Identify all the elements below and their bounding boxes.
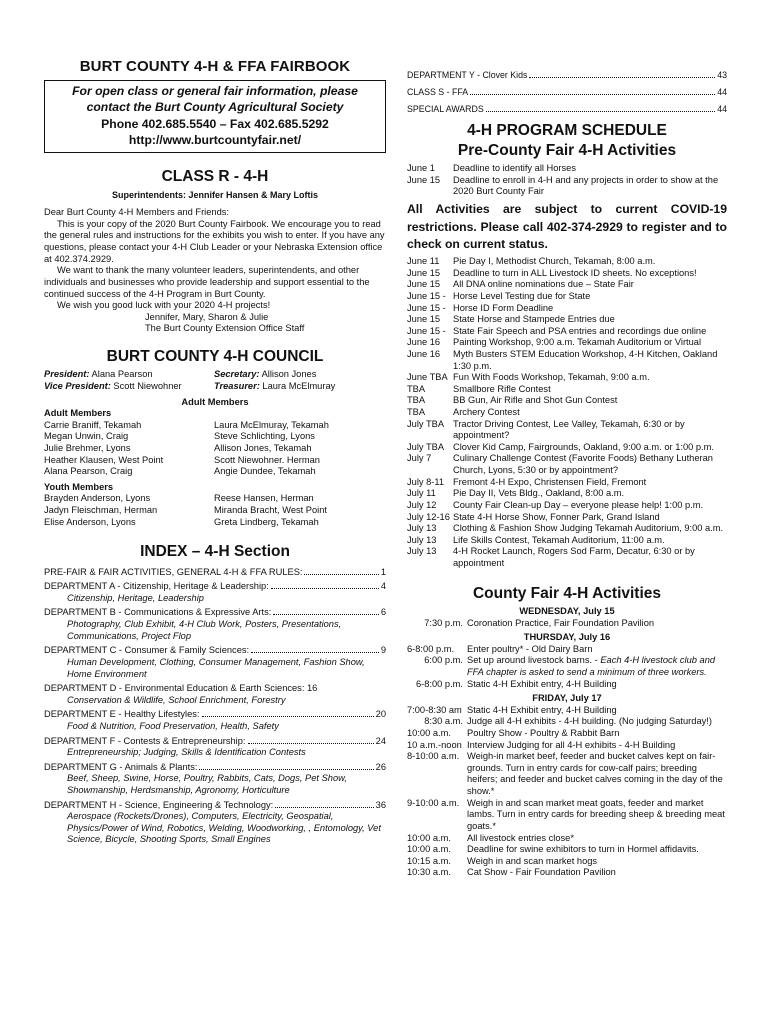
member: Laura McElmuray, Tekamah [214,419,329,430]
index-subtopics: Beef, Sheep, Swine, Horse, Poultry, Rabbits, Cats, Dogs, Pet Show, Showmanship, Herdsmanship, Agronomy, Horticulture [67,773,347,795]
index-continued [407,70,727,115]
contact-phone: Phone 402.685.5540 – Fax 402.685.5292 [101,116,329,131]
schedule-row: 6-8:00 p.m. Enter poultry* - Old Dairy Barn [407,643,593,654]
member: Carrie Braniff, Tekamah [44,419,142,430]
schedule-row: TBA Archery Contest [407,407,520,418]
index-entry[interactable]: DEPARTMENT G - Animals & Plants: 26 [44,761,386,772]
member: Reese Hansen, Herman [214,493,314,504]
index-entry[interactable]: DEPARTMENT D - Environmental Education & Earth Sciences: 16 [44,683,318,694]
index-subtopics: Citizenship, Heritage, Leadership [67,592,204,603]
member: Alana Pearson, Craig [44,466,133,477]
index-entry[interactable]: DEPARTMENT H - Science, Engineering & Technology: 36 [44,799,386,810]
schedule-row: July 11 Pie Day II, Vets Bldg., Oakland, 8:00 a.m. [407,488,625,499]
contact-line-1: For open class or general fair information, please [72,83,358,98]
schedule-row: 10:00 a.m. Poultry Show - Poultry & Rabbit Barn [407,728,620,739]
member: Steve Schlichting, Lyons [214,431,315,442]
letter-paragraph: We wish you good luck with your 2020 4-H projects! [57,300,271,311]
day-heading: FRIDAY, July 17 [532,693,602,704]
contact-info-box [44,80,386,153]
schedule-row: June 15 All DNA online nominations due – State Fair [407,279,634,290]
letter-signature: The Burt County Extension Office Staff [145,323,305,334]
member: Elise Anderson, Lyons [44,516,136,527]
schedule-row: June 16 Myth Busters STEM Education Workshop, 4-H Kitchen, Oakland 1:30 p.m. [407,349,718,371]
schedule-row: July 13 Life Skills Contest, Tekamah Auditorium, 11:00 a.m. [407,534,665,545]
left-column [44,58,386,846]
schedule-row: TBA Smallbore Rifle Contest [407,383,551,394]
schedule-row: 10:15 a.m. Weigh in and scan market hogs [407,855,598,866]
adult-members-heading: Adult Members [181,396,249,407]
index-entry[interactable]: PRE-FAIR & FAIR ACTIVITIES, GENERAL 4-H & FFA RULES: 1 [44,566,386,577]
member: Heather Klausen, West Point [44,454,164,465]
index-subtopics: Conservation & Wildlife, School Enrichment, Forestry [67,694,286,705]
schedule-row: July 13 Clothing & Fashion Show Judging Tekamah Auditorium, 9:00 a.m. [407,523,724,534]
schedule-row: June TBA Fun With Foods Workshop, Tekamah, 9:00 a.m. [407,372,650,383]
index-subtopics: Human Development, Clothing, Consumer Management, Fashion Show, Home Environment [67,656,365,679]
index-entry[interactable]: DEPARTMENT F - Contests & Entrepreneurship: 24 [44,735,386,746]
index-list [44,567,386,846]
index-subtopics: Entrepreneurship; Judging, Skills & Identification Contests [67,747,306,758]
member: Miranda Bracht, West Point [214,505,327,516]
schedule-row: 10:30 a.m. Cat Show - Fair Foundation Pavilion [407,867,616,878]
schedule-row: 8-10:00 a.m. Weigh-in market beef, feeder and bucket calves kept on fair-grounds. Turn in entry cards for cow-calf pairs; breeding heifers; and feeder and bucket calves coming in the day of the show.* [407,751,723,797]
schedule-row: July 12-16 State 4-H Horse Show, Fonner Park, Grand Island [407,511,660,522]
covid-notice: All Activities are subject to current COVID-19 restrictions. Please call 402-374-2929 to register and to check on current status. [407,202,727,252]
schedule-row: 6-8:00 p.m. Static 4-H Exhibit entry, 4-H Building [415,678,617,689]
member: Megan Unwin, Craig [44,431,129,442]
county-fair-heading: County Fair 4-H Activities [472,584,662,602]
youth-members-list [44,493,386,528]
schedule-row: June 15 State Horse and Stampede Entries due [407,314,615,325]
schedule-row: 6:00 p.m. Set up around livestock barns. - Each 4-H livestock club and FFA chapter is asked to send a minimum of three workers. [424,655,716,677]
treasurer: Treasurer: Laura McElmuray [214,380,336,391]
right-column [407,58,727,879]
schedule-row: July TBA Clover Kid Camp, Fairgrounds, Oakland, 9:00 a.m. or 1:00 p.m. [407,441,714,452]
index-heading: INDEX – 4-H Section [140,543,290,561]
council-officers [44,369,386,392]
class-heading: CLASS R - 4-H [161,167,269,185]
schedule-row: June 15 - Horse ID Form Deadline [407,302,554,313]
schedule-row: June 11 Pie Day I, Methodist Church, Tekamah, 8:00 a.m. [407,256,656,267]
index-entry[interactable]: DEPARTMENT B - Communications & Expressive Arts: 6 [44,607,386,618]
schedule-row: July TBA Tractor Driving Contest, Lee Valley, Tekamah, 6:30 or by appointment? [407,418,685,441]
contact-url: http://www.burtcountyfair.net/ [128,133,302,148]
schedule-row: July 8-11 Fremont 4-H Expo, Christensen Field, Fremont [407,476,647,487]
president: President: Alana Pearson [44,369,153,380]
precounty-title: Pre-County Fair 4-H Activities [457,142,677,160]
schedule-row: 7:30 p.m. Coronation Practice, Fair Foundation Pavilion [424,617,655,628]
member: Brayden Anderson, Lyons [44,493,151,504]
member: Scott Niewohner. Herman [214,454,320,465]
index-entry[interactable]: DEPARTMENT E - Healthy Lifestyles: 20 [44,709,386,720]
letter-paragraph: We want to thank the many volunteer leaders, superintendents, and other individuals and businesses who provide leadership and support essential to the continued success of the 4-H Program in Burt County. [44,265,370,299]
member: Julie Brehmer, Lyons [44,442,131,453]
schedule-row: 9-10:00 a.m. Weigh in and scan market meat goats, feeder and market lambs. Turn in entry cards for breeding sheep & breeding meat goats.* [407,797,725,831]
schedule-row: 10 a.m.-noon Interview Judging for all 4-H exhibits - 4-H Building [407,739,676,750]
index-entry[interactable]: DEPARTMENT A - Citizenship, Heritage & Leadership: 4 [44,581,386,592]
index-subtopics: Food & Nutrition, Food Preservation, Health, Safety [67,720,279,731]
adult-members-list [44,420,386,478]
schedule-row: TBA BB Gun, Air Rifle and Shot Gun Contest [407,395,618,406]
member: Greta Lindberg, Tekamah [214,516,319,527]
precounty-schedule [407,163,727,569]
program-schedule-heading [407,121,727,161]
day-heading: THURSDAY, July 16 [523,632,611,643]
member: Allison Jones, Tekamah [214,442,312,453]
schedule-row: June 15 - Horse Level Testing due for State [407,290,591,301]
schedule-row: June 16 Painting Workshop, 9:00 a.m. Tekamah Auditorium or Virtual [407,337,702,348]
schedule-row: 10:00 a.m. Deadline for swine exhibitors to turn in Hormel affidavits. [407,844,699,855]
index-entry[interactable]: CLASS S - FFA 44 [407,86,727,97]
member: Angie Dundee, Tekamah [214,466,316,477]
secretary: Secretary: Allison Jones [214,369,317,380]
index-entry[interactable]: SPECIAL AWARDS 44 [407,103,727,114]
letter-signature: Jennifer, Mary, Sharon & Julie [145,311,269,322]
letter-paragraph: This is your copy of the 2020 Burt County Fairbook. We encourage you to read the general rules and instructions for the exhibits you wish to enter. If you have any questions, please contact your 4-H Club Leader or your Nebraska Extension office at 402.374.2929. [44,218,385,264]
index-entry[interactable]: DEPARTMENT Y - Clover Kids 43 [407,70,727,80]
day-heading: WEDNESDAY, July 15 [519,605,615,616]
schedule-row: July 12 County Fair Clean-up Day – everyone please help! 1:00 p.m. [407,499,704,510]
schedule-row: June 15 - State Fair Speech and PSA entries and recordings due online [407,325,707,336]
adult-members-label: Adult Members [44,408,112,419]
contact-line-2: contact the Burt County Agricultural Society [86,100,344,115]
schedule-row: July 13 4-H Rocket Launch, Rogers Sod Farm, Decatur, 6:30 or by appointment [407,546,695,568]
council-heading: BURT COUNTY 4-H COUNCIL [106,347,324,365]
schedule-row: June 1 Deadline to identify all Horses [407,163,576,174]
vice-president: Vice President: Scott Niewohner [44,380,182,391]
superintendents: Superintendents: Jennifer Hansen & Mary Loftis [111,190,319,200]
letter-greeting: Dear Burt County 4-H Members and Friends: [44,207,229,218]
fairbook-title: BURT COUNTY 4-H & FFA FAIRBOOK [79,58,351,75]
schedule-row: June 15 Deadline to enroll in 4-H and any projects in order to show at the 2020 Burt County Fair [407,174,719,197]
schedule-row: 8:30 a.m. Judge all 4-H exhibits - 4-H building. (No judging Saturday!) [424,716,712,727]
member: Jadyn Fleischman, Herman [44,505,158,516]
schedule-row: July 7 Culinary Challenge Contest (Favorite Foods) Bethany Lutheran Church, Lyons, 5:30 or by appointment? [407,453,713,476]
program-title: 4-H PROGRAM SCHEDULE [467,121,667,139]
schedule-row: June 15 Deadline to turn in ALL Livestock ID sheets. No exceptions! [407,267,697,278]
welcome-letter [44,207,386,335]
schedule-row: 10:00 a.m. All livestock entries close* [407,832,574,843]
schedule-row: 7:00-8:30 am Static 4-H Exhibit entry, 4-H Building [407,704,617,715]
index-entry[interactable]: DEPARTMENT C - Consumer & Family Sciences: 9 [44,645,386,656]
youth-members-label: Youth Members [44,481,114,492]
index-subtopics: Photography, Club Exhibit, 4-H Club Work, Posters, Presentations, Communications, Project Flop [67,619,342,641]
index-subtopics: Aerospace (Rockets/Drones), Computers, Electricity, Geospatial, Physics/Power of Wind, Robotics, Welding, Woodworking, , Entomology, Vet Science, Bicycle, Shooting Sports, Small Engines [67,811,381,845]
